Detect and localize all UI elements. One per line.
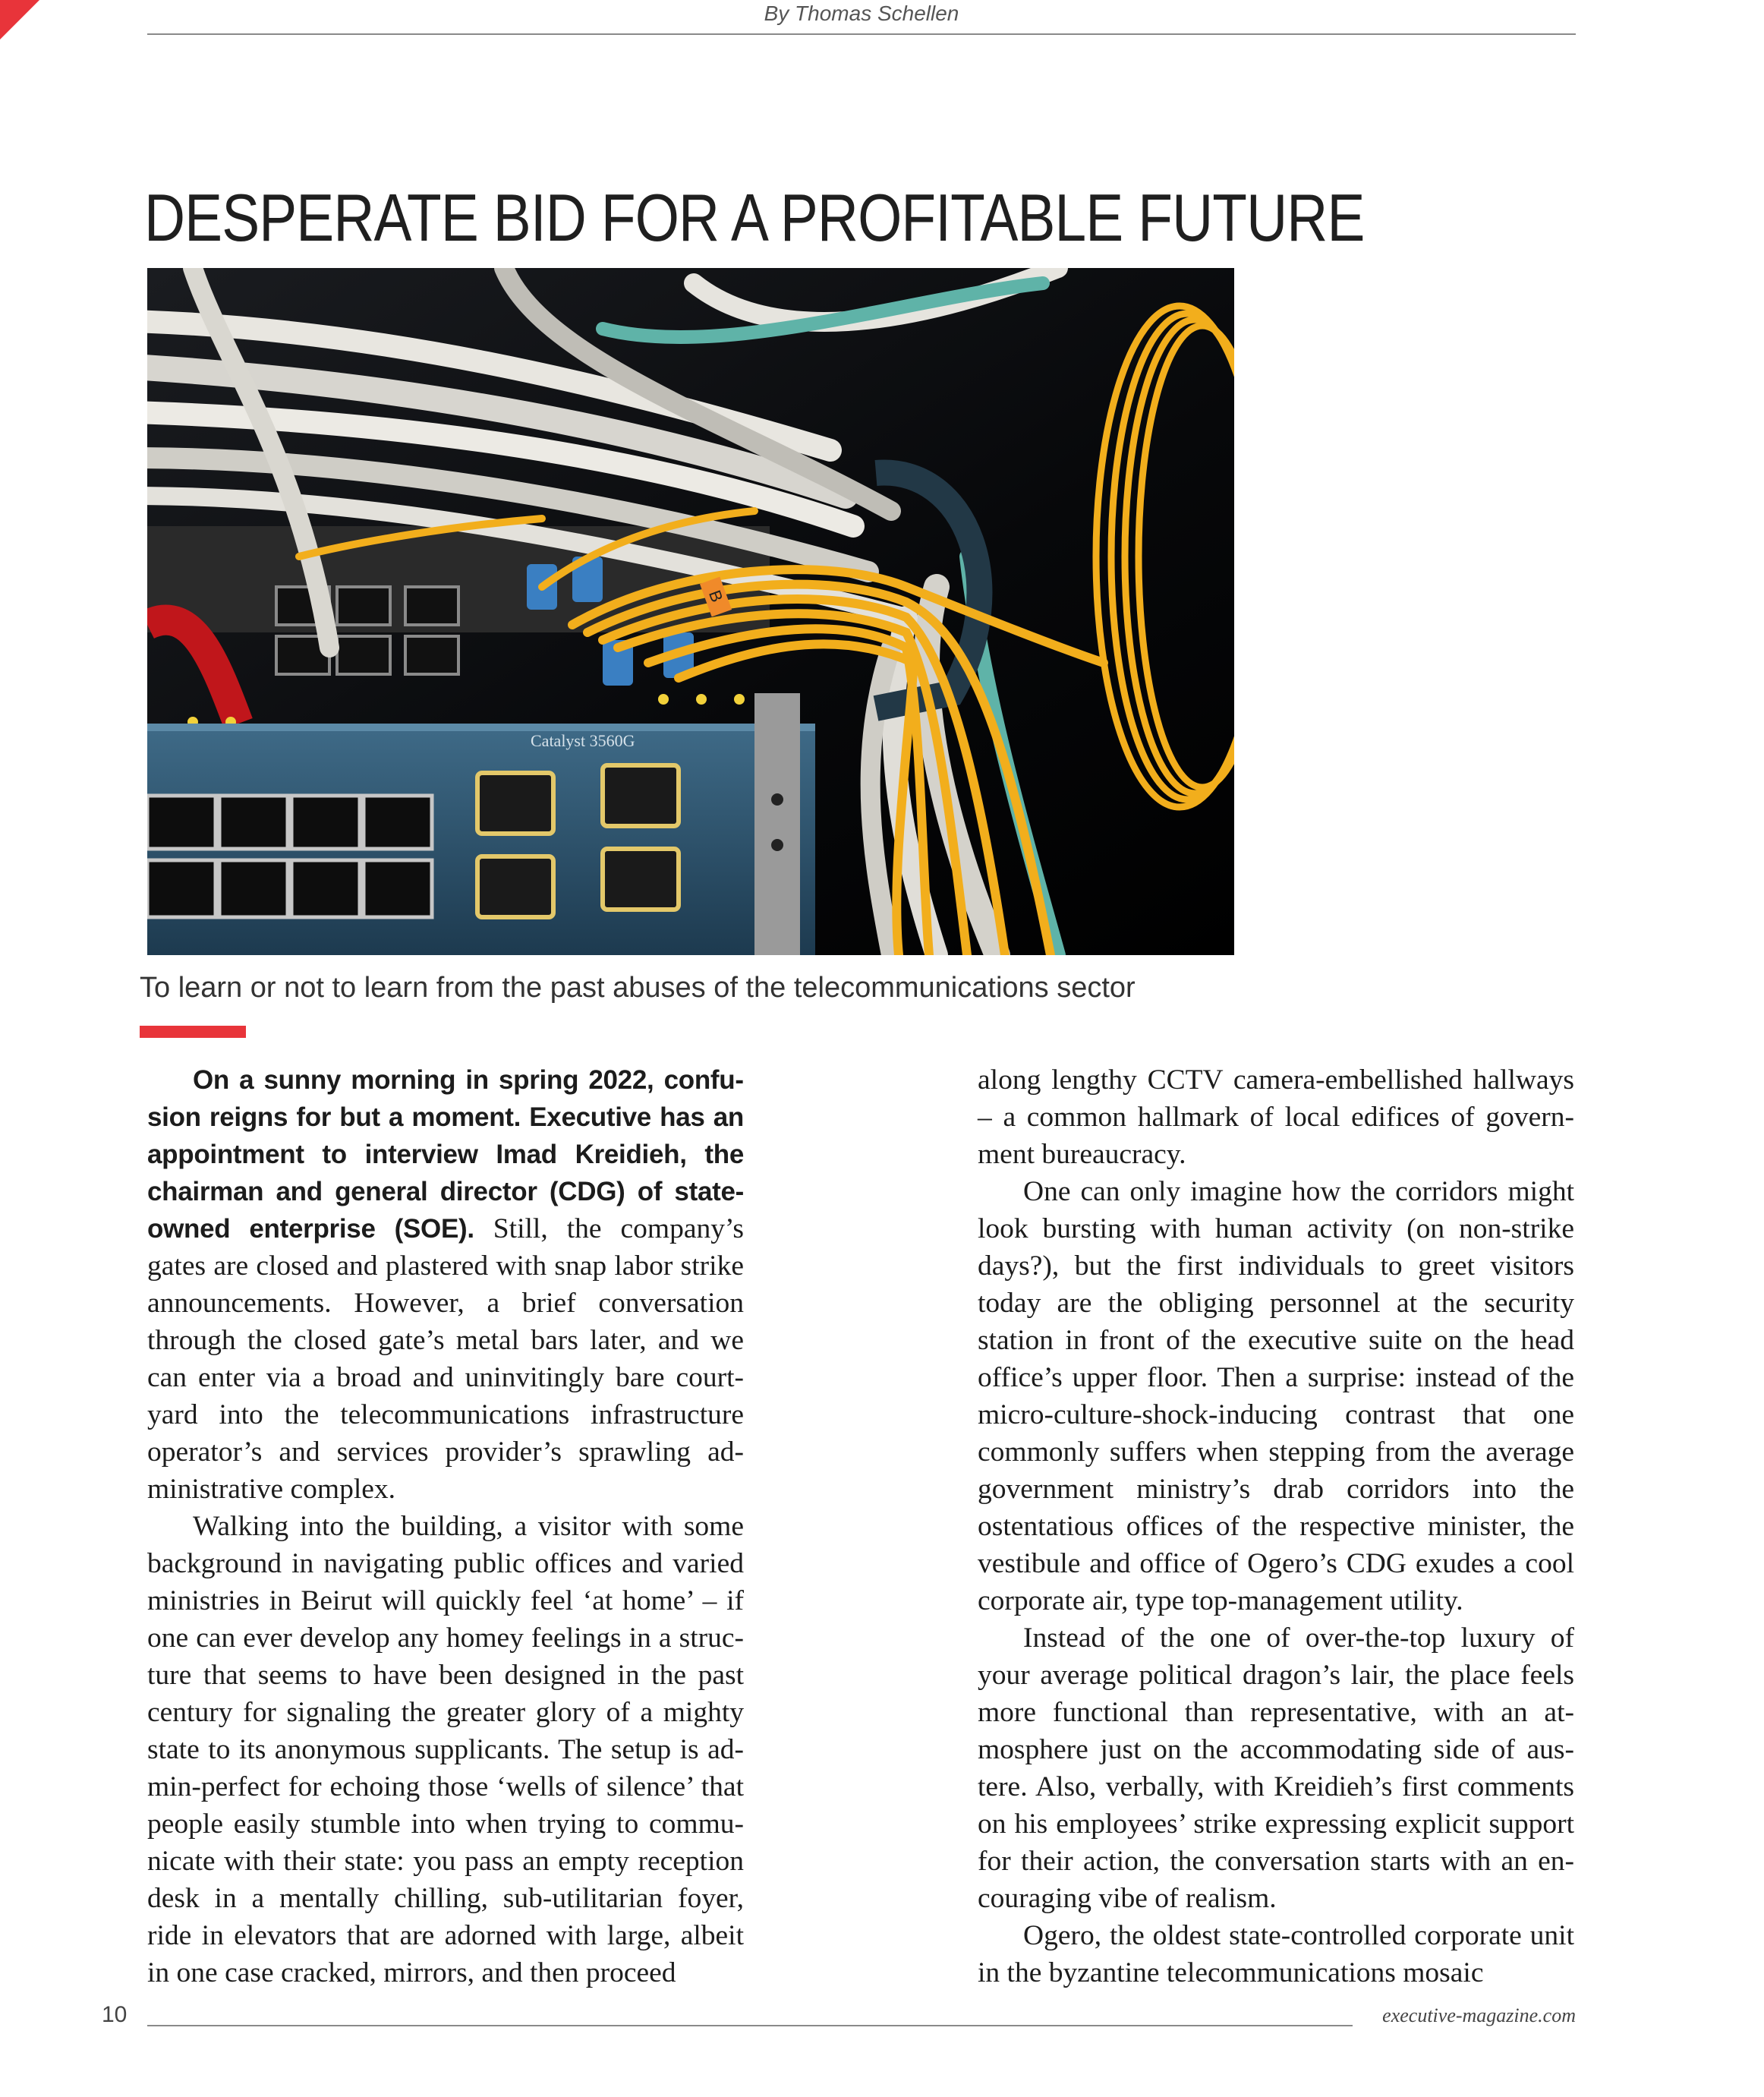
paragraph-5: Ogero, the oldest state-controlled corporate unit in the byzantine telecommunications mosaic (978, 1920, 1574, 1988)
page-number: 10 (102, 2002, 128, 2027)
corner-accent (0, 0, 39, 39)
article-column-left (147, 1061, 744, 1991)
network-switch-illustration (147, 268, 1234, 955)
article-photo (147, 268, 1234, 955)
paragraph-4: Instead of the one of over-the-top luxury of your average political dragon’s lair, the place feels more functional than representative, with an atmosphere just on the accommodating side of austere. Also, verbally, with Kreidieh’s first comments on his employees’ strike expressing explicit support for their action, the conversation starts with an encouraging vibe of realism. (978, 1622, 1574, 1914)
photo-caption: To learn or not to learn from the past abuses of the telecommunications sector (140, 972, 1136, 1004)
paragraph-2: Walking into the building, a visitor with some background in navigating public offices and varied ministries in Beirut will quickly feel ‘at home’ – if one can ever develop any homey feelings in a structure that seems to have been designed in the past century for signaling the greater glory of a mighty state to its anonymous supplicants. The setup is admin-perfect for echoing those ‘wells of silence’ that people easily stumble into when trying to communicate with their state: you pass an empty reception desk in a mentally chilling, sub-utilitarian foyer, ride in elevators that are adorned with large, albeit in one case cracked, mirrors, and then proceed (147, 1511, 744, 1988)
byline: By Thomas Schellen (764, 2, 959, 25)
article-headline: DESPERATE BID FOR A PROFITABLE FUTURE (144, 180, 1365, 255)
photo-tag-letter: B (704, 588, 727, 605)
footer-site-url: executive-magazine.com (1382, 2004, 1576, 2026)
device-label: Catalyst 3560G (531, 731, 635, 750)
header-rule (147, 33, 1576, 35)
paragraph-1 (147, 1061, 744, 1508)
caption-accent-bar (140, 1026, 246, 1038)
paragraph-3: One can only imagine how the corridors might look bursting with human activity (on non-strike days?), but the first individuals to greet visitors today are the obliging personnel at the security station in front of the executive suite on the head office’s upper floor. Then a surprise: instead of the micro-culture-shock-inducing contrast that one commonly suffers when stepping from the average government ministry’s drab corridors into the ostentatious offices of the respective minister, the vestibule and office of Ogero’s CDG exudes a cool corporate air, type top-management utility. (978, 1176, 1574, 1616)
paragraph-1-body: Still, the company’s gates are closed and plastered with snap labor strike announcements. However, a brief conversation through the closed gate’s metal bars later, and we can enter via a broad and uninvitingly bare courtyard into the telecommunications infrastructure operator’s and services provider’s sprawling administrative complex. (147, 1213, 744, 1505)
footer-rule (147, 2025, 1353, 2026)
paragraph-2-continued: along lengthy CCTV camera-embellished hallways – a common hallmark of local edifices of government bureaucracy. (978, 1064, 1574, 1170)
lead-text: On a sunny morning in spring 2022, confusion reigns for but a moment. Executive has an appointment to interview Imad Kreidieh, the chairman and general director (CDG) of state-owned enterprise (SOE). (147, 1065, 744, 1244)
article-column-right (978, 1061, 1574, 1991)
